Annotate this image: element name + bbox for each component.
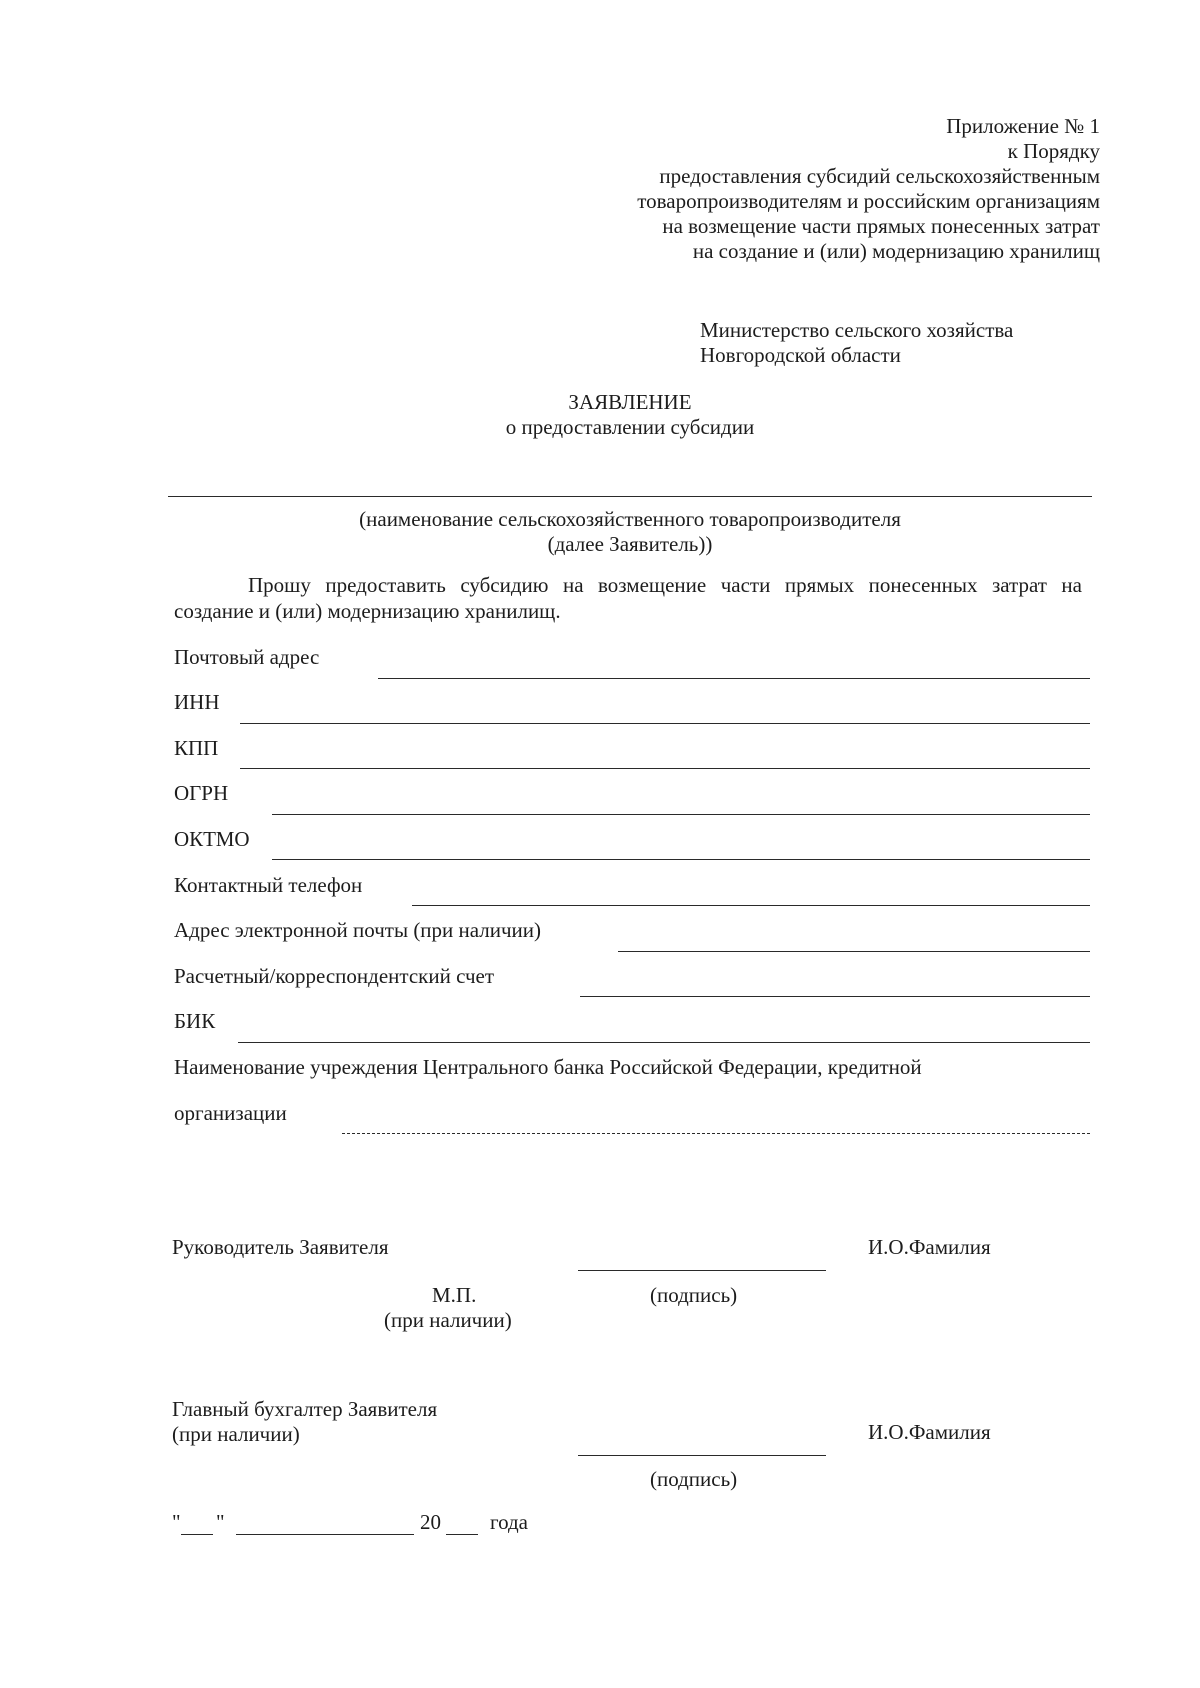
date-year-prefix: 20 <box>420 1510 441 1534</box>
applicant-caption-1: (наименование сельскохозяйственного товаропроизводителя <box>359 507 901 531</box>
oktmo-label: ОКТМО <box>174 827 250 851</box>
applicant-caption-2: (далее Заявитель)) <box>547 532 713 556</box>
accountant-name: И.О.Фамилия <box>868 1420 991 1444</box>
document-title: ЗАЯВЛЕНИЕ <box>568 390 692 414</box>
head-signature-line[interactable] <box>578 1270 826 1271</box>
appendix-line: на возмещение части прямых понесенных затрат <box>662 214 1100 238</box>
kpp-label: КПП <box>174 736 219 760</box>
request-paragraph: Прошу предоставить субсидию на возмещение части прямых понесенных затрат на создание и (или) модернизацию хранилищ. <box>174 573 1082 623</box>
inn-field[interactable] <box>240 723 1090 724</box>
postal-address-label: Почтовый адрес <box>174 645 320 669</box>
date-month-field[interactable] <box>236 1534 414 1535</box>
accountant-label: Главный бухгалтер Заявителя <box>172 1397 438 1421</box>
stamp-label: М.П. <box>432 1283 477 1307</box>
head-name: И.О.Фамилия <box>868 1235 991 1259</box>
inn-label: ИНН <box>174 690 220 714</box>
email-label: Адрес электронной почты (при наличии) <box>174 918 542 942</box>
date-day-field[interactable] <box>181 1534 213 1535</box>
ogrn-field[interactable] <box>272 814 1090 815</box>
head-signature-caption: (подпись) <box>650 1283 738 1307</box>
appendix-header <box>637 114 1100 264</box>
stamp-note: (при наличии) <box>384 1308 512 1332</box>
account-field[interactable] <box>580 996 1090 997</box>
date-quote-close: " <box>216 1510 225 1534</box>
appendix-line: Приложение № 1 <box>946 114 1100 138</box>
bank-label-line-1: Наименование учреждения Центрального банка Российской Федерации, кредитной <box>174 1055 922 1079</box>
oktmo-field[interactable] <box>272 859 1090 860</box>
date-quote-open: " <box>172 1510 181 1534</box>
phone-label: Контактный телефон <box>174 873 363 897</box>
postal-address-field[interactable] <box>378 678 1090 679</box>
appendix-line: товаропроизводителям и российским организациям <box>637 189 1100 213</box>
appendix-line: на создание и (или) модернизацию хранилищ <box>692 239 1100 263</box>
bik-label: БИК <box>174 1009 216 1033</box>
accountant-signature-caption: (подпись) <box>650 1467 738 1491</box>
appendix-line: предоставления субсидий сельскохозяйственным <box>659 164 1100 188</box>
applicant-name-line[interactable] <box>168 496 1092 497</box>
date-year-field[interactable] <box>446 1534 478 1535</box>
bank-label-line-2: организации <box>174 1101 287 1125</box>
accountant-note: (при наличии) <box>172 1422 300 1446</box>
phone-field[interactable] <box>412 905 1090 906</box>
head-label: Руководитель Заявителя <box>172 1235 389 1259</box>
date-year-suffix: года <box>490 1510 528 1534</box>
appendix-line: к Порядку <box>1007 139 1100 163</box>
account-label: Расчетный/корреспондентский счет <box>174 964 495 988</box>
bik-field[interactable] <box>238 1042 1090 1043</box>
bank-name-field[interactable] <box>342 1133 1090 1134</box>
email-field[interactable] <box>618 951 1090 952</box>
document-subtitle: о предоставлении субсидии <box>505 415 755 439</box>
accountant-signature-line[interactable] <box>578 1455 826 1456</box>
addressee-line-2: Новгородской области <box>700 343 901 367</box>
addressee-line-1: Министерство сельского хозяйства <box>700 318 1014 342</box>
addressee-block <box>700 318 1013 368</box>
kpp-field[interactable] <box>240 768 1090 769</box>
ogrn-label: ОГРН <box>174 781 229 805</box>
